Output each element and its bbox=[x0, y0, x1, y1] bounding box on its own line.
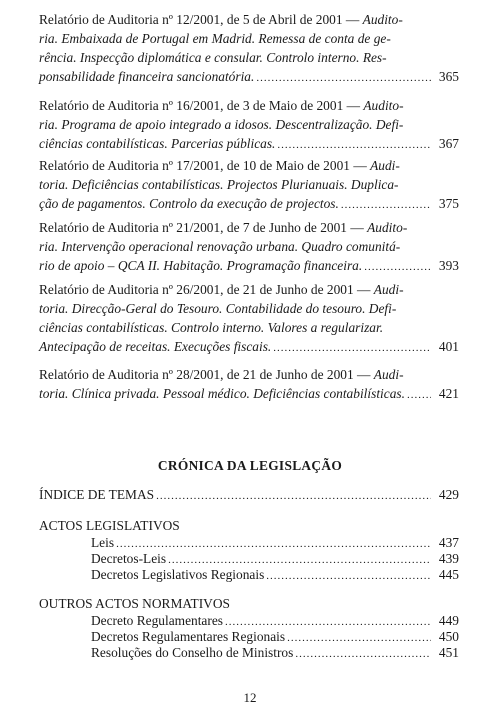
row-label: Decreto Regulamentares bbox=[91, 613, 223, 628]
dot-leader bbox=[266, 567, 431, 586]
page-number: 367 bbox=[438, 136, 459, 151]
group-heading-outros-actos: OUTROS ACTOS NORMATIVOS bbox=[39, 596, 230, 611]
entry-line bbox=[39, 96, 459, 115]
toc-row-decretos-legislativos-regionais bbox=[91, 565, 459, 586]
entry-italic-text: Audi- bbox=[373, 367, 404, 382]
entry-italic-text: rio de apoio – QCA II. Habitação. Programação financeira. bbox=[39, 258, 363, 273]
page-number: 393 bbox=[438, 258, 459, 273]
entry-italic-text: Audito- bbox=[362, 12, 403, 27]
entry-italic-text: Audi- bbox=[370, 158, 400, 173]
entry-italic-text: Audi- bbox=[373, 282, 404, 297]
entry-italic-text: ciências contabilísticas. Controlo interno. Valores a regularizar. bbox=[39, 320, 384, 335]
dot-leader bbox=[156, 487, 431, 506]
entry-line bbox=[39, 48, 459, 67]
entry-italic-text: ponsabilidade financeira sancionatória. bbox=[39, 69, 255, 84]
page-folio-number: 12 bbox=[243, 690, 257, 705]
entry-line bbox=[39, 299, 459, 318]
page-number: 429 bbox=[438, 487, 459, 502]
dot-leader bbox=[273, 339, 431, 358]
entry-plain-text: Relatório de Auditoria nº 17/2001, de 10 de Maio de 2001 — bbox=[39, 158, 367, 173]
entry-last-line bbox=[39, 337, 459, 358]
entry-italic-text: ria. Intervenção operacional renovação urbana. Quadro comunitá- bbox=[39, 239, 401, 254]
page-number: 421 bbox=[438, 386, 459, 401]
entry-last-line bbox=[39, 134, 459, 155]
row-label: Decretos Regulamentares Regionais bbox=[91, 629, 286, 644]
toc-entry-audit-16 bbox=[39, 96, 459, 155]
entry-line bbox=[39, 10, 459, 29]
page-number: 450 bbox=[438, 629, 459, 644]
toc-row-indice-temas bbox=[39, 485, 459, 506]
entry-italic-text: rência. Inspecção diplomática e consular. Controlo interno. Res- bbox=[39, 50, 387, 65]
toc-entry-audit-21 bbox=[39, 218, 459, 277]
entry-italic-text: Antecipação de receitas. Execuções fiscais. bbox=[39, 339, 272, 354]
entry-last-line bbox=[39, 256, 459, 277]
dot-leader bbox=[295, 645, 431, 664]
row-label: Decretos-Leis bbox=[91, 551, 167, 566]
entry-italic-text: toria. Deficiências contabilísticas. Projectos Plurianuais. Duplica- bbox=[39, 177, 399, 192]
entry-line bbox=[39, 175, 459, 194]
dot-leader bbox=[277, 136, 431, 155]
entry-line bbox=[39, 218, 459, 237]
toc-entry-audit-12 bbox=[39, 10, 459, 88]
row-label: Resoluções do Conselho de Ministros bbox=[91, 645, 294, 660]
entry-plain-text: Relatório de Auditoria nº 28/2001, de 21 de Junho de 2001 — bbox=[39, 367, 371, 382]
dot-leader bbox=[364, 258, 431, 277]
entry-last-line bbox=[39, 67, 459, 88]
dot-leader bbox=[341, 196, 431, 215]
page-number: 451 bbox=[438, 645, 459, 660]
group-heading-actos-legislativos: ACTOS LEGISLATIVOS bbox=[39, 518, 180, 533]
entry-last-line bbox=[39, 384, 459, 405]
page-number: 445 bbox=[438, 567, 459, 582]
entry-line bbox=[39, 280, 459, 299]
entry-italic-text: toria. Direcção-Geral do Tesouro. Contabilidade do tesouro. Defi- bbox=[39, 301, 397, 316]
page-number: 439 bbox=[438, 551, 459, 566]
entry-plain-text: Relatório de Auditoria nº 21/2001, de 7 de Junho de 2001 — bbox=[39, 220, 364, 235]
section-title: CRÓNICA DA LEGISLAÇÃO bbox=[157, 458, 343, 473]
row-label: Decretos Legislativos Regionais bbox=[91, 567, 265, 582]
entry-italic-text: ciências contabilísticas. Parcerias públicas. bbox=[39, 136, 276, 151]
page-number: 449 bbox=[438, 613, 459, 628]
entry-line bbox=[39, 365, 459, 384]
row-label: ÍNDICE DE TEMAS bbox=[39, 487, 155, 502]
toc-row-resolucoes-conselho-ministros bbox=[91, 643, 459, 664]
entry-plain-text: Relatório de Auditoria nº 12/2001, de 5 de Abril de 2001 — bbox=[39, 12, 360, 27]
entry-plain-text: Relatório de Auditoria nº 26/2001, de 21 de Junho de 2001 — bbox=[39, 282, 371, 297]
entry-italic-text: ria. Embaixada de Portugal em Madrid. Remessa de conta de ge- bbox=[39, 31, 391, 46]
entry-line bbox=[39, 156, 459, 175]
entry-italic-text: Audito- bbox=[363, 98, 404, 113]
entry-italic-text: Audito- bbox=[367, 220, 408, 235]
toc-entry-audit-17 bbox=[39, 156, 459, 215]
entry-italic-text: ção de pagamentos. Controlo da execução de projectos. bbox=[39, 196, 339, 211]
entry-last-line bbox=[39, 194, 459, 215]
row-label: Leis bbox=[91, 535, 115, 550]
entry-line bbox=[39, 29, 459, 48]
entry-line bbox=[39, 115, 459, 134]
toc-entry-audit-28 bbox=[39, 365, 459, 405]
page-number: 365 bbox=[438, 69, 459, 84]
entry-line bbox=[39, 318, 459, 337]
dot-leader bbox=[407, 386, 431, 405]
dot-leader bbox=[256, 69, 431, 88]
page-number: 375 bbox=[438, 196, 459, 211]
entry-italic-text: toria. Clínica privada. Pessoal médico. Deficiências contabilísticas. bbox=[39, 386, 405, 401]
page-number: 401 bbox=[438, 339, 459, 354]
entry-plain-text: Relatório de Auditoria nº 16/2001, de 3 de Maio de 2001 — bbox=[39, 98, 361, 113]
toc-entry-audit-26 bbox=[39, 280, 459, 358]
entry-line bbox=[39, 237, 459, 256]
entry-italic-text: ria. Programa de apoio integrado a idosos. Descentralização. Defi- bbox=[39, 117, 404, 132]
page-number: 437 bbox=[438, 535, 459, 550]
